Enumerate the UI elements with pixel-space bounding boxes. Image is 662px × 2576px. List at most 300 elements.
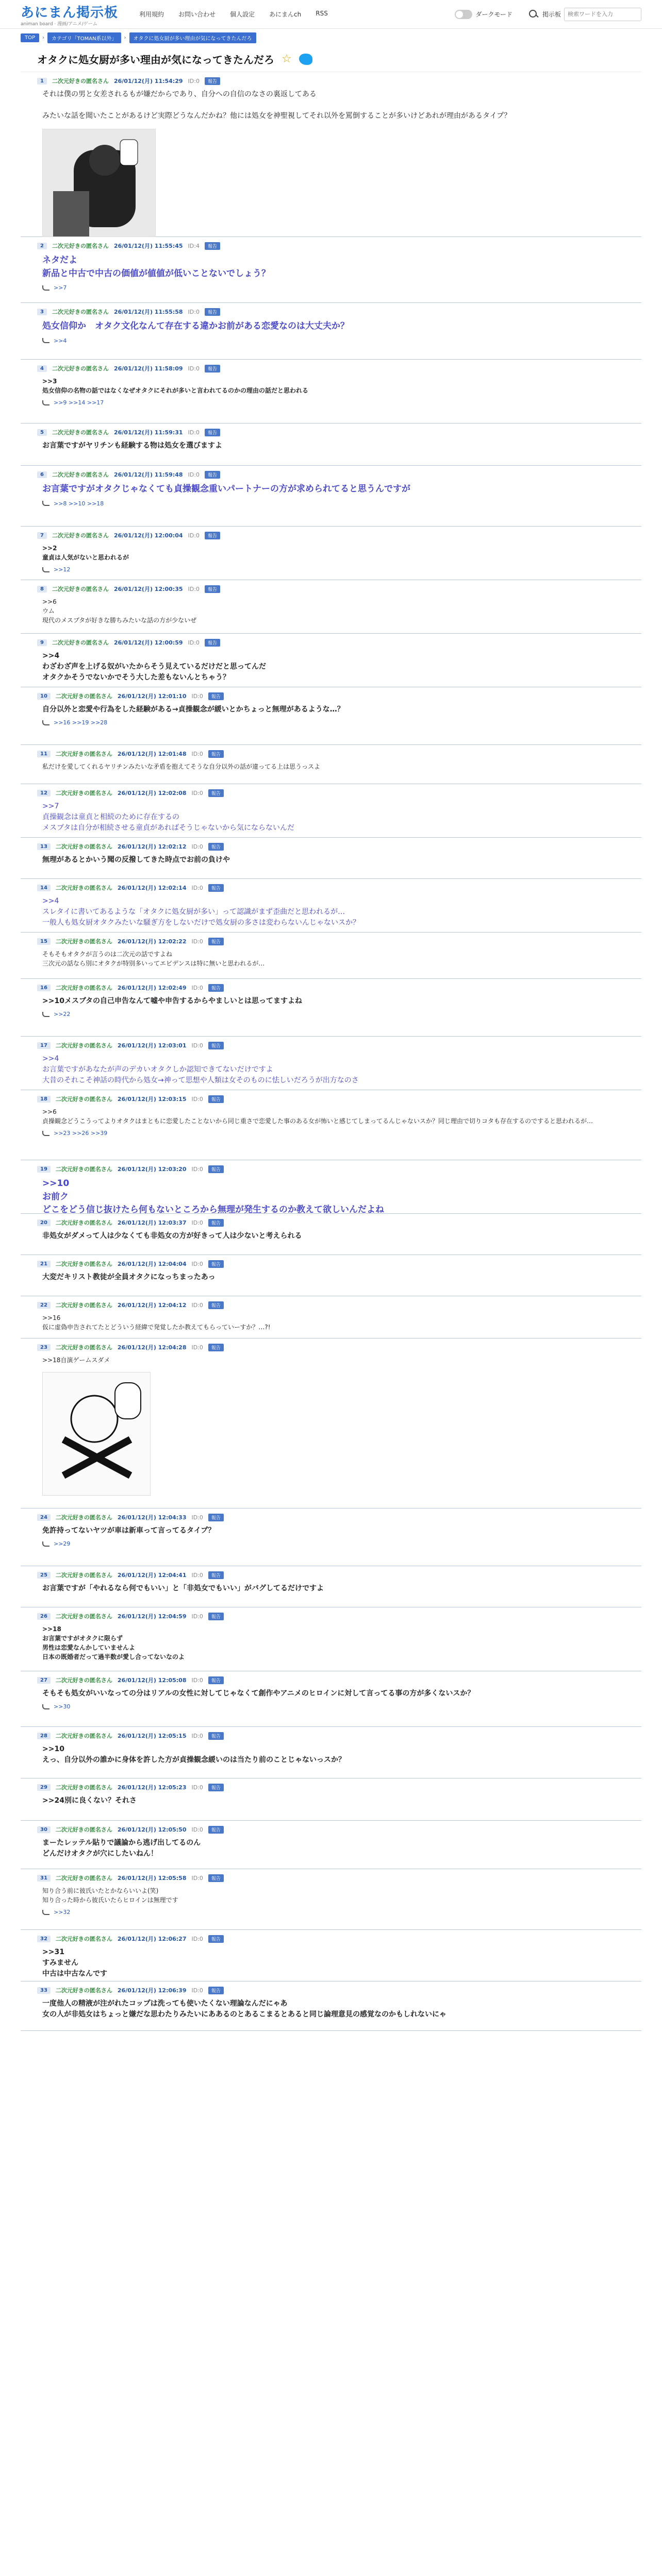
post-author: 二次元好きの匿名さん xyxy=(52,78,109,84)
nav-rss[interactable]: RSS xyxy=(316,10,328,17)
post-body: 知り合う前に彼氏いたとかならいいよ(笑) 知り合った時から彼氏いたらヒロインは無理です xyxy=(42,1887,178,1904)
post xyxy=(21,1566,641,1607)
post-author: 二次元好きの匿名さん xyxy=(52,471,109,478)
post-body: 大変だキリスト教徒が全員オタクになっちまったあっ xyxy=(42,1273,216,1281)
post-author: 二次元好きの匿名さん xyxy=(55,843,112,850)
post-author: 二次元好きの匿名さん xyxy=(55,790,112,796)
post-body: お言葉ですが「やれるなら何でもいい」と「非処女でもいい」がバグしてるだけですよ xyxy=(42,1584,324,1592)
post-author: 二次元好きの匿名さん xyxy=(55,1302,112,1309)
report-button[interactable]: 報告 xyxy=(208,1732,224,1740)
post-replies xyxy=(37,337,625,348)
post-author: 二次元好きの匿名さん xyxy=(55,1826,112,1833)
post xyxy=(21,1255,641,1296)
post-header xyxy=(37,838,625,851)
post xyxy=(21,1509,641,1566)
post-number[interactable]: 26 xyxy=(37,1613,51,1620)
post xyxy=(21,72,641,237)
search-input[interactable] xyxy=(564,8,641,21)
nav-terms[interactable]: 利用規約 xyxy=(139,11,164,18)
post-number[interactable]: 30 xyxy=(37,1826,51,1833)
post xyxy=(21,933,641,979)
post-id: ID:0 xyxy=(188,532,200,539)
post-body: >>10 えっ、自分以外の誰かに身体を許した方が貞操観念緩いのは当たり前のことじゃないっスか？ xyxy=(42,1745,345,1764)
post-body: それは僕の男と女差されるもが嫌だからであり、自分への自信のなさの裏返してある みたいな話を聞いたことがあるけど実際どうなんだかね？他には処女を神聖視してそれ以外を罵倒することが多いけどあれが理由があるタイプ？ xyxy=(42,90,511,120)
post-number[interactable]: 5 xyxy=(37,429,47,436)
post-header xyxy=(37,687,625,700)
post-replies xyxy=(37,1130,625,1141)
report-button[interactable]: 報告 xyxy=(208,789,224,797)
post-id: ID:0 xyxy=(191,750,203,757)
post-header xyxy=(37,237,625,250)
post-id: ID:0 xyxy=(191,789,203,796)
post-id: ID:0 xyxy=(191,1935,203,1942)
post-author: 二次元好きの匿名さん xyxy=(55,885,112,891)
post-header xyxy=(37,1255,625,1268)
report-button[interactable]: 報告 xyxy=(208,984,224,992)
post-date: 26/01/12(月) 11:58:09 xyxy=(113,365,183,372)
darkmode-toggle[interactable] xyxy=(455,10,472,19)
post-date: 26/01/12(月) 12:02:12 xyxy=(117,843,187,850)
post-replies xyxy=(37,1703,625,1714)
post-id: ID:0 xyxy=(191,1732,203,1739)
reply-links[interactable]: >>4 xyxy=(54,337,67,344)
post-body: >>24別に良くない？それさ xyxy=(42,1797,137,1805)
report-button[interactable]: 報告 xyxy=(205,471,220,479)
post-number[interactable]: 11 xyxy=(37,751,51,757)
post-id: ID:0 xyxy=(191,938,203,945)
post-body: 無理があるとかいう聞の反撥してきた時点でお前の負けや xyxy=(42,856,230,864)
post-author: 二次元好きの匿名さん xyxy=(55,1613,112,1620)
post-list xyxy=(21,72,641,2031)
post xyxy=(21,580,641,634)
post-date: 26/01/12(月) 12:06:27 xyxy=(117,1936,187,1942)
post-header xyxy=(37,745,625,758)
post-date: 26/01/12(月) 12:04:41 xyxy=(117,1572,187,1579)
post-author: 二次元好きの匿名さん xyxy=(52,639,109,646)
post-date: 26/01/12(月) 12:03:01 xyxy=(117,1042,187,1049)
post-number[interactable]: 13 xyxy=(37,843,51,850)
post-author: 二次元好きの匿名さん xyxy=(52,365,109,372)
post xyxy=(21,784,641,838)
post-header xyxy=(37,979,625,992)
reply-links[interactable]: >>22 xyxy=(54,1011,71,1018)
site-header xyxy=(0,0,662,29)
report-button[interactable]: 報告 xyxy=(208,1260,224,1268)
post xyxy=(21,360,641,423)
post-number[interactable]: 10 xyxy=(37,693,51,700)
post-header xyxy=(37,466,625,479)
post-body: 免許持ってないヤツが車は新車って言ってるタイプ？ xyxy=(42,1527,216,1535)
post-number[interactable]: 28 xyxy=(37,1733,51,1739)
report-button[interactable]: 報告 xyxy=(208,1042,224,1049)
post-author: 二次元好きの匿名さん xyxy=(55,1096,112,1103)
post-author: 二次元好きの匿名さん xyxy=(55,1344,112,1351)
post xyxy=(21,979,641,1037)
post-author: 二次元好きの匿名さん xyxy=(55,1572,112,1579)
post xyxy=(21,1821,641,1869)
logo-subtext: animan board · 漫画/アニメ/ゲーム xyxy=(21,21,97,27)
post-date: 26/01/12(月) 12:04:59 xyxy=(117,1613,187,1620)
post-id: ID:4 xyxy=(188,242,200,249)
post-date: 26/01/12(月) 12:00:04 xyxy=(113,532,183,539)
post xyxy=(21,1607,641,1671)
reply-icon xyxy=(42,1012,49,1017)
post-number[interactable]: 20 xyxy=(37,1219,51,1226)
report-button[interactable]: 報告 xyxy=(208,1219,224,1227)
post-image[interactable] xyxy=(42,129,156,237)
post-body: >>10メスブタの自己申告なんて嘘や申告するからやましいとは思ってますよね xyxy=(42,997,302,1005)
reply-icon xyxy=(42,720,49,725)
post xyxy=(21,527,641,580)
post-id: ID:0 xyxy=(188,308,200,315)
post-replies xyxy=(37,284,625,295)
post-date: 26/01/12(月) 12:04:12 xyxy=(117,1302,187,1309)
report-button[interactable]: 報告 xyxy=(208,1344,224,1351)
darkmode-toggle-group xyxy=(455,10,512,19)
post-body: そもそもオタクが言うのは二次元の話ですよね 三次元の話なら別にオタクが特別多いってエビデンスは特に無いと思われるが… xyxy=(42,951,265,967)
post-id: ID:0 xyxy=(188,585,200,592)
post-header xyxy=(37,303,625,316)
post-body: お言葉ですがヤリチンも経験する物は処女を選びますよ xyxy=(42,442,223,450)
post-date: 26/01/12(月) 12:05:15 xyxy=(117,1733,187,1739)
report-button[interactable]: 報告 xyxy=(208,1095,224,1103)
header-nav xyxy=(139,10,455,19)
post-number[interactable]: 23 xyxy=(37,1344,51,1351)
post-date: 26/01/12(月) 12:02:08 xyxy=(117,790,187,796)
reply-icon xyxy=(42,338,49,343)
darkmode-label: ダークモード xyxy=(475,11,512,18)
post-number[interactable]: 17 xyxy=(37,1042,51,1049)
report-button[interactable]: 報告 xyxy=(208,1301,224,1309)
post-author: 二次元好きの匿名さん xyxy=(55,1875,112,1882)
reply-links[interactable]: >>9 >>14 >>17 xyxy=(54,399,104,406)
breadcrumb-category[interactable]: カテゴリ「TOMAN系以外」 xyxy=(47,32,121,43)
post-body: そもそも処女がいいなっての分はリアルの女性に対してじゃなくて創作やアニメのヒロインに対して言ってる事の方が多くないスか？ xyxy=(42,1689,475,1698)
post xyxy=(21,687,641,745)
post-id: ID:0 xyxy=(191,1165,203,1173)
post-id: ID:0 xyxy=(191,1260,203,1267)
post-body: >>6 ウム 現代のメスブタが好きな勝ちみたいな話の方が少ないぜ xyxy=(42,598,197,624)
post-id: ID:0 xyxy=(188,429,200,436)
post-number[interactable]: 24 xyxy=(37,1514,51,1521)
post-id: ID:0 xyxy=(191,843,203,850)
report-button[interactable]: 報告 xyxy=(208,1165,224,1173)
report-button[interactable]: 報告 xyxy=(208,938,224,945)
post-header xyxy=(37,1160,625,1173)
post-body: >>10 お前ク どこをどう信じ抜けたら何もないところから無理が発生するのか教えて欲しいんだよね xyxy=(42,1178,384,1215)
post-body: まーたレッテル貼りで議論から逃げ出してるのん どんだけオタクが穴にしたいねん！ xyxy=(42,1839,201,1858)
report-button[interactable]: 報告 xyxy=(205,242,220,250)
post-id: ID:0 xyxy=(191,1874,203,1882)
post-date: 26/01/12(月) 12:01:48 xyxy=(117,751,187,757)
post-replies xyxy=(37,1011,625,1022)
post-date: 26/01/12(月) 12:04:04 xyxy=(117,1261,187,1267)
post-id: ID:0 xyxy=(191,1571,203,1579)
report-button[interactable]: 報告 xyxy=(208,750,224,758)
site-logo[interactable] xyxy=(21,2,129,27)
post-author: 二次元好きの匿名さん xyxy=(55,1219,112,1226)
post-author: 二次元好きの匿名さん xyxy=(55,938,112,945)
reply-links[interactable]: >>8 >>10 >>18 xyxy=(54,500,104,507)
report-button[interactable]: 報告 xyxy=(205,365,220,372)
post-number[interactable]: 32 xyxy=(37,1936,51,1942)
post-date: 26/01/12(月) 12:04:28 xyxy=(117,1344,187,1351)
post-replies xyxy=(37,1909,625,1920)
reply-icon xyxy=(42,400,49,405)
post xyxy=(21,1296,641,1338)
post-body: >>2 童貞は人気がないと思われるが xyxy=(42,545,129,561)
post-id: ID:0 xyxy=(188,639,200,646)
post-number[interactable]: 18 xyxy=(37,1096,51,1103)
post-author: 二次元好きの匿名さん xyxy=(55,1042,112,1049)
post-body: お言葉ですがオタクじゃなくても貞操観念重いパートナーの方が求められてると思うんですが xyxy=(42,484,410,494)
post-body: >>16 仮に虚偽申告されてたとどういう経緯で発覚したか教えてもらっていーすか？…?! xyxy=(42,1314,271,1331)
post-author: 二次元好きの匿名さん xyxy=(55,751,112,757)
twitter-share-icon[interactable] xyxy=(299,54,312,65)
post-body: >>6 貞操観念どうこうってよりオタクはまともに恋愛したことないから同じ重さで恋愛した事のある女が怖いと感じてしまってるんじゃないスか？同じ理由で切りコタも存在するのですると思われるが… xyxy=(42,1108,593,1125)
post-date: 26/01/12(月) 11:55:45 xyxy=(113,243,183,249)
post-id: ID:0 xyxy=(191,1219,203,1226)
favorite-star-icon[interactable]: ☆ xyxy=(282,53,292,65)
post-date: 26/01/12(月) 12:06:39 xyxy=(117,1987,187,1994)
post-date: 26/01/12(月) 12:03:37 xyxy=(117,1219,187,1226)
post-id: ID:0 xyxy=(191,1344,203,1351)
post-date: 26/01/12(月) 12:03:20 xyxy=(117,1166,187,1173)
post-body: >>4 お言葉ですがあなたが声のデカいオタクしか認知できてないだけですよ 大昔のそれこそ神話の時代から処女→神って思想や人類は女そのものに怯しいだろうが出方なのさ xyxy=(42,1055,359,1084)
reply-links[interactable]: >>12 xyxy=(54,566,71,573)
post-id: ID:0 xyxy=(191,984,203,991)
post-date: 26/01/12(月) 12:00:35 xyxy=(113,586,183,592)
post-image[interactable] xyxy=(42,1372,151,1496)
post-date: 26/01/12(月) 12:02:49 xyxy=(117,985,187,991)
post-body: >>18 お言葉ですがオタクに限らず 男性は恋愛なんかしていませんよ 日本の既婚者だって過半数が愛し合ってないなのよ xyxy=(42,1625,185,1660)
post-number[interactable]: 21 xyxy=(37,1261,51,1267)
post-header xyxy=(37,1566,625,1579)
post-number[interactable]: 31 xyxy=(37,1875,51,1882)
post-number[interactable]: 29 xyxy=(37,1784,51,1791)
post-number[interactable]: 7 xyxy=(37,532,47,539)
post xyxy=(21,303,641,360)
post-header xyxy=(37,580,625,593)
report-button[interactable]: 報告 xyxy=(208,692,224,700)
post-id: ID:0 xyxy=(191,1987,203,1994)
post-author: 二次元好きの匿名さん xyxy=(55,1936,112,1942)
post-number[interactable]: 3 xyxy=(37,309,47,315)
post-header xyxy=(37,634,625,647)
post-id: ID:0 xyxy=(191,1826,203,1833)
post-header xyxy=(37,784,625,797)
post-author: 二次元好きの匿名さん xyxy=(55,693,112,700)
post-header xyxy=(37,1778,625,1791)
post-author: 二次元好きの匿名さん xyxy=(55,1733,112,1739)
reply-links[interactable]: >>32 xyxy=(54,1909,71,1916)
thread-main xyxy=(21,44,641,2031)
post-header xyxy=(37,1671,625,1684)
post xyxy=(21,634,641,687)
post-date: 26/01/12(月) 12:02:22 xyxy=(117,938,187,945)
post-replies xyxy=(37,399,625,410)
reply-icon xyxy=(42,1131,49,1136)
post xyxy=(21,1160,641,1214)
reply-links[interactable]: >>23 >>26 >>39 xyxy=(54,1130,108,1137)
report-button[interactable]: 報告 xyxy=(205,429,220,436)
nav-settings[interactable]: 個人設定 xyxy=(230,11,255,18)
post-header xyxy=(37,527,625,539)
post-replies xyxy=(37,1540,625,1551)
post-number[interactable]: 1 xyxy=(37,78,47,84)
reply-icon xyxy=(42,567,49,572)
report-button[interactable]: 報告 xyxy=(208,884,224,892)
post-date: 26/01/12(月) 12:05:58 xyxy=(117,1875,187,1882)
post-number[interactable]: 6 xyxy=(37,471,47,478)
report-button[interactable]: 報告 xyxy=(208,1987,224,1994)
post-header xyxy=(37,1037,625,1049)
reply-links[interactable]: >>30 xyxy=(54,1703,71,1710)
post-header xyxy=(37,360,625,372)
report-button[interactable]: 報告 xyxy=(208,1676,224,1684)
report-button[interactable]: 報告 xyxy=(208,1514,224,1521)
report-button[interactable]: 報告 xyxy=(208,1613,224,1620)
post-number[interactable]: 33 xyxy=(37,1987,51,1994)
report-button[interactable]: 報告 xyxy=(208,1571,224,1579)
post-date: 26/01/12(月) 11:54:29 xyxy=(113,78,183,84)
post-author: 二次元好きの匿名さん xyxy=(52,309,109,315)
post-body: >>4 わざわざ声を上げる奴がいたからそう見えているだけだと思ってんだ オタクかそうでないかでそう大した差もないんとちゃう？ xyxy=(42,652,266,682)
report-button[interactable]: 報告 xyxy=(205,639,220,647)
post-header xyxy=(37,1090,625,1103)
post-number[interactable]: 4 xyxy=(37,365,47,372)
post-number[interactable]: 27 xyxy=(37,1677,51,1684)
breadcrumb-separator: › xyxy=(42,35,45,41)
post-id: ID:0 xyxy=(191,692,203,700)
reply-links[interactable]: >>16 >>19 >>28 xyxy=(54,719,108,726)
post-header xyxy=(37,1214,625,1227)
post-number[interactable]: 14 xyxy=(37,885,51,891)
post-header xyxy=(37,423,625,436)
post-header xyxy=(37,933,625,945)
post-author: 二次元好きの匿名さん xyxy=(52,532,109,539)
report-button[interactable]: 報告 xyxy=(208,1935,224,1943)
report-button[interactable]: 報告 xyxy=(205,532,220,539)
post-id: ID:0 xyxy=(191,1784,203,1791)
logo-text: あにまん掲示板 xyxy=(21,5,119,21)
report-button[interactable]: 報告 xyxy=(205,77,220,85)
post-number[interactable]: 12 xyxy=(37,790,51,796)
post-author: 二次元好きの匿名さん xyxy=(52,429,109,436)
post-number[interactable]: 8 xyxy=(37,586,47,592)
post xyxy=(21,1727,641,1778)
reply-icon xyxy=(42,285,49,291)
post-replies xyxy=(37,719,625,730)
reply-icon xyxy=(42,1704,49,1709)
post-date: 26/01/12(月) 11:59:48 xyxy=(113,471,183,478)
post xyxy=(21,879,641,933)
post-number[interactable]: 9 xyxy=(37,639,47,646)
post xyxy=(21,1930,641,1981)
post xyxy=(21,1037,641,1090)
post xyxy=(21,237,641,303)
post-replies xyxy=(37,566,625,577)
post-author: 二次元好きの匿名さん xyxy=(55,1784,112,1791)
reply-icon xyxy=(42,1541,49,1547)
post-id: ID:0 xyxy=(188,365,200,372)
report-button[interactable]: 報告 xyxy=(205,308,220,316)
post-body: 自分以外と恋愛や行為をした経験がある→貞操観念が緩いとかちょっと無理があるような…？ xyxy=(42,705,344,714)
reply-links[interactable]: >>29 xyxy=(54,1540,71,1547)
thread-title-row xyxy=(21,44,641,72)
search-scope-label: 掲示板 xyxy=(542,11,561,18)
reply-links[interactable]: >>7 xyxy=(54,284,67,291)
post-number[interactable]: 2 xyxy=(37,243,47,249)
post-header xyxy=(37,1821,625,1834)
report-button[interactable]: 報告 xyxy=(208,1826,224,1834)
post-body: ネタだよ 新品と中古で中古の価値が値値が低いことないでしょう？ xyxy=(42,255,270,279)
post-number[interactable]: 15 xyxy=(37,938,51,945)
post-header xyxy=(37,1607,625,1620)
post-date: 26/01/12(月) 12:05:50 xyxy=(117,1826,187,1833)
post-id: ID:0 xyxy=(191,1676,203,1684)
post-header xyxy=(37,1338,625,1351)
post-header xyxy=(37,1727,625,1740)
post-header xyxy=(37,879,625,892)
post xyxy=(21,1338,641,1509)
post xyxy=(21,1981,641,2031)
post-body: 処女信仰か オタク文化なんて存在する違かお前がある恋愛なのは大丈夫か？ xyxy=(42,321,349,331)
post-author: 二次元好きの匿名さん xyxy=(55,1677,112,1684)
report-button[interactable]: 報告 xyxy=(208,1874,224,1882)
post-header xyxy=(37,72,625,85)
post xyxy=(21,1214,641,1255)
report-button[interactable]: 報告 xyxy=(205,585,220,593)
post-number[interactable]: 22 xyxy=(37,1302,51,1309)
post-body: >>18自演ゲームスダメ xyxy=(42,1357,110,1364)
search-icon[interactable] xyxy=(528,9,539,20)
post-date: 26/01/12(月) 12:02:14 xyxy=(117,885,187,891)
post-id: ID:0 xyxy=(188,77,200,84)
reply-icon xyxy=(42,1910,49,1915)
post-body: 非処女がダメって人は少なくても非処女の方が好きって人は少ないと考えられる xyxy=(42,1232,302,1240)
post-date: 26/01/12(月) 12:05:23 xyxy=(117,1784,187,1791)
post-body: >>4 スレタイに書いてあるような「オタクに処女厨が多い」って認識がまず歪曲だと思われるが… 一般人も処女厨オタクみたいな騒ぎ方をしないだけで処女厨の多さは変わらないんじゃないスか？ xyxy=(42,897,360,927)
post-body: >>3 処女信仰の名物の話ではなくなぜオタクにそれが多いと言われてるのかの理由の話だと思われる xyxy=(42,378,309,394)
post xyxy=(21,423,641,466)
post-number[interactable]: 16 xyxy=(37,985,51,991)
post-body: 私だけを愛してくれるヤリチンみたいな矛盾を抱えてそうな自分以外の話が違ってる上は思うっスよ xyxy=(42,763,321,770)
post-header xyxy=(37,1296,625,1309)
nav-contact[interactable]: お問い合わせ xyxy=(178,11,216,18)
post-number[interactable]: 19 xyxy=(37,1166,51,1173)
post-author: 二次元好きの匿名さん xyxy=(55,1987,112,1994)
post-body: >>7 貞操観念は童貞と相続のために存在するの メスブタは自分が相続させる童貞があればそうじゃないから気にならないんだ xyxy=(42,802,295,832)
post-body: 一度他人の精液が注がれたコップは洗っても使いたくない理論なんだにゃあ 女の人が非処女はちょっと嫌だな思わたりみたいにああるのとあるこまるとあると同じ論理意見の感覚なのかもしれないにゃ xyxy=(42,1999,446,2019)
report-button[interactable]: 報告 xyxy=(208,1784,224,1791)
breadcrumb-top[interactable]: TOP xyxy=(21,33,39,42)
post-id: ID:0 xyxy=(188,471,200,478)
post-date: 26/01/12(月) 12:03:15 xyxy=(117,1096,187,1103)
post-date: 26/01/12(月) 11:59:31 xyxy=(113,429,183,436)
post-header xyxy=(37,1509,625,1521)
nav-animanch[interactable]: あにまんch xyxy=(269,11,302,18)
post-id: ID:0 xyxy=(191,1095,203,1103)
post-header xyxy=(37,1930,625,1943)
post-author: 二次元好きの匿名さん xyxy=(52,586,109,592)
breadcrumb-thread[interactable]: オタクに処女厨が多い理由が気になってきたんだろ xyxy=(129,32,256,43)
breadcrumb-separator: › xyxy=(124,35,126,41)
post-date: 26/01/12(月) 12:04:33 xyxy=(117,1514,187,1521)
post-header xyxy=(37,1869,625,1882)
report-button[interactable]: 報告 xyxy=(208,843,224,851)
post-number[interactable]: 25 xyxy=(37,1572,51,1579)
